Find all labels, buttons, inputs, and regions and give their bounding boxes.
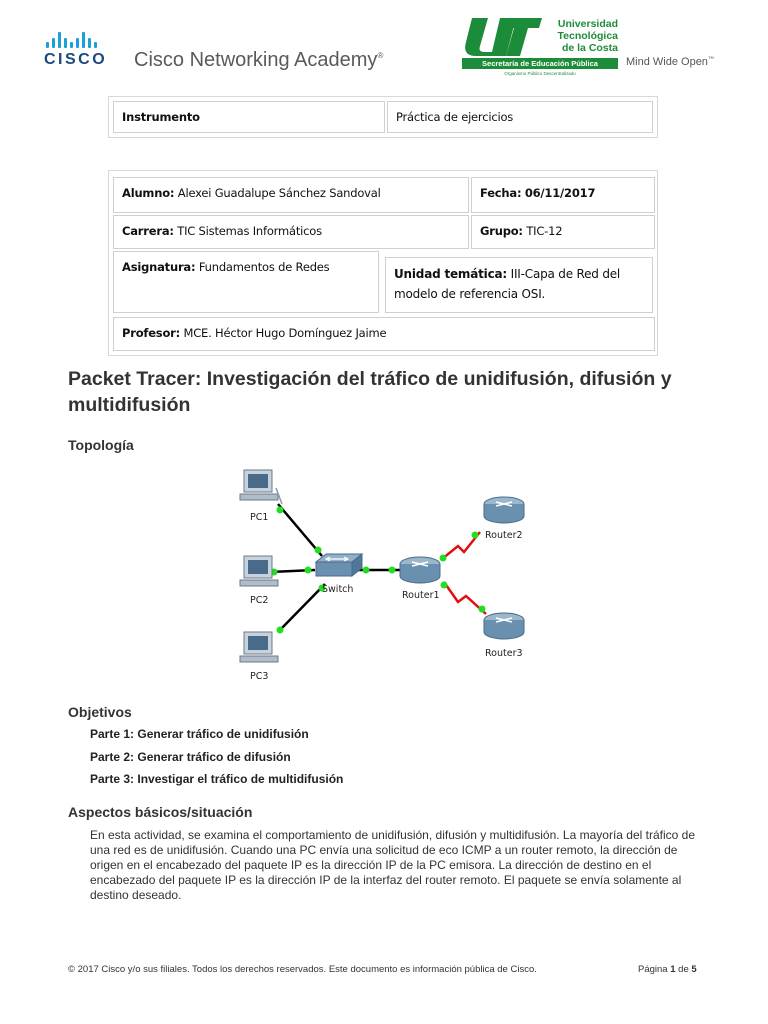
pc1-icon	[240, 470, 282, 504]
fecha-cell: Fecha: 06/11/2017	[471, 177, 655, 213]
secretaria-banner: Secretaría de Educación Pública	[462, 58, 618, 69]
ut-logo-icon	[462, 16, 542, 58]
switch-label: Switch	[322, 584, 354, 595]
objetivo-part-1: Parte 1: Generar tráfico de unidifusión	[90, 727, 309, 741]
page-title: Packet Tracer: Investigación del tráfico de unidifusión, difusión y multidifusión	[68, 368, 672, 416]
university-logo	[462, 16, 618, 82]
router1-icon	[400, 557, 440, 583]
pc2-icon	[240, 556, 278, 586]
aspectos-paragraph: En esta actividad, se examina el comportamiento de unidifusión, difusión y multidifusión. La mayoría del tráfico de una red es de unidifusión. Cuando una PC envía una solicitud de eco ICMP a un router remoto, la dirección de origen en el encabezado del paquete IP es la dirección IP de la PC emisora. La dirección de destino en el encabezado del paquete IP es la dirección IP de la interfaz del router remoto. El paquete se envía solamente al destino deseado.	[90, 828, 695, 902]
grupo-cell: Grupo: TIC-12	[471, 215, 655, 249]
network-topology-diagram	[230, 464, 550, 686]
router2-icon	[484, 497, 524, 523]
slogan: Mind Wide Open™	[626, 56, 714, 68]
cisco-logo	[44, 30, 116, 70]
pc3-icon	[240, 632, 278, 662]
router3-icon	[484, 613, 524, 639]
asignatura-cell: Asignatura: Fundamentos de Redes	[113, 251, 379, 313]
pc2-label: PC2	[250, 595, 269, 606]
objetivo-part-2: Parte 2: Generar tráfico de difusión	[90, 750, 291, 764]
footer-copyright: © 2017 Cisco y/o sus filiales. Todos los derechos reservados. Este documento es información pública de Cisco.	[68, 964, 537, 975]
page-number: Página 1 de 5	[638, 964, 697, 975]
objetivos-heading: Objetivos	[68, 704, 132, 720]
organismo-text: Organismo Público Descentralizado	[504, 71, 576, 76]
instrument-table	[108, 96, 658, 138]
link-pc3-switch	[278, 584, 325, 632]
cisco-wordmark: CISCO	[44, 51, 108, 68]
pc1-label: PC1	[250, 512, 269, 523]
router1-label: Router1	[402, 590, 440, 601]
instrument-label-cell: Instrumento	[113, 101, 385, 133]
profesor-cell: Profesor: MCE. Héctor Hugo Domínguez Jaime	[113, 317, 655, 351]
instrument-value-cell: Práctica de ejercicios	[387, 101, 653, 133]
alumno-cell: Alumno: Alexei Guadalupe Sánchez Sandoval	[113, 177, 469, 213]
pc3-label: PC3	[250, 671, 269, 682]
academy-title: Cisco Networking Academy®	[134, 49, 384, 71]
student-info-table	[108, 170, 658, 356]
carrera-cell: Carrera: TIC Sistemas Informáticos	[113, 215, 469, 249]
unidad-tematica-cell: Unidad temática: III-Capa de Red del modelo de referencia OSI.	[385, 257, 653, 313]
cisco-bars-icon	[46, 30, 116, 48]
topology-heading: Topología	[68, 437, 134, 453]
router3-label: Router3	[485, 648, 523, 659]
aspectos-heading: Aspectos básicos/situación	[68, 804, 253, 820]
router2-label: Router2	[485, 530, 523, 541]
university-name: Universidad Tecnológica de la Costa	[557, 18, 618, 54]
switch-icon	[316, 554, 362, 576]
objetivo-part-3: Parte 3: Investigar el tráfico de multidifusión	[90, 772, 344, 786]
